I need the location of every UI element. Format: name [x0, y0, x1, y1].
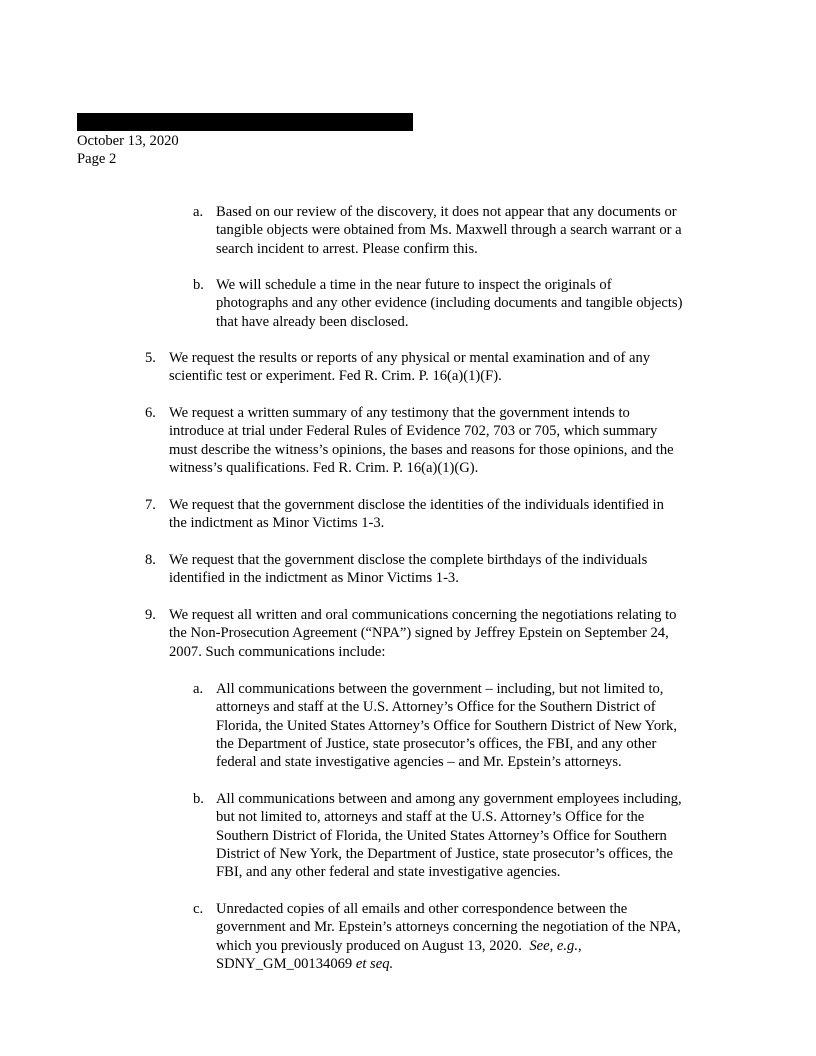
text-line: identified in the indictment as Minor Victims 1-3. — [169, 570, 459, 587]
list-marker: b. — [193, 791, 204, 807]
list-item-text — [216, 680, 677, 771]
text-line: search incident to arrest. Please confirm this. — [216, 240, 478, 257]
list-marker: 6. — [145, 405, 156, 421]
text-line: the indictment as Minor Victims 1-3. — [169, 515, 385, 532]
list-marker: a. — [193, 681, 204, 697]
list-item-text — [169, 349, 650, 386]
text-line: that have already been disclosed. — [216, 313, 409, 330]
text-line: the Department of Justice, state prosecutor’s offices, the FBI, and any other — [216, 735, 657, 752]
text-line: 2007. Such communications include: — [169, 643, 386, 660]
text-line: federal and state investigative agencies – and Mr. Epstein’s attorneys. — [216, 754, 622, 771]
text-line: Unredacted copies of all emails and other correspondence between the — [216, 901, 628, 917]
text-line: attorneys and staff at the U.S. Attorney’s Office for the Southern District of — [216, 699, 656, 716]
text-line: introduce at trial under Federal Rules of Evidence 702, 703 or 705, which summary — [169, 423, 658, 440]
redaction-bar — [77, 113, 413, 131]
page-number: Page 2 — [77, 151, 117, 167]
text-line: All communications between the government – including, but not limited to, — [216, 681, 664, 697]
list-item-text — [216, 276, 682, 331]
text-line: the Non-Prosecution Agreement (“NPA”) signed by Jeffrey Epstein on September 24, — [169, 625, 669, 642]
text-line: We request all written and oral communications concerning the negotiations relating to — [169, 607, 677, 623]
list-item-text — [169, 404, 674, 477]
list-item-text — [169, 606, 676, 661]
list-item-text — [169, 551, 647, 588]
text-line: District of New York, the Department of Justice, state prosecutor’s offices, the — [216, 845, 674, 862]
text-line: tangible objects were obtained from Ms. Maxwell through a search warrant or a — [216, 222, 682, 239]
citation-signal: et seq. — [355, 955, 394, 972]
text-line: witness’s qualifications. Fed R. Crim. P. 16(a)(1)(G). — [169, 459, 479, 476]
text-line: Based on our review of the discovery, it does not appear that any documents or — [216, 204, 677, 220]
list-marker: 9. — [145, 607, 156, 623]
text-line: We request a written summary of any testimony that the government intends to — [169, 405, 630, 421]
text-line — [216, 955, 681, 973]
list-marker: a. — [193, 204, 204, 220]
text-line: photographs and any other evidence (including documents and tangible objects) — [216, 295, 683, 312]
list-item-text — [216, 790, 682, 881]
citation-signal: See, e.g., — [529, 937, 582, 954]
text-line: We request that the government disclose the identities of the individuals identified in — [169, 497, 664, 513]
text-line: but not limited to, attorneys and staff at the U.S. Attorney’s Office for the — [216, 809, 645, 826]
letter-date: October 13, 2020 — [77, 133, 179, 149]
text-line: All communications between and among any government employees including, — [216, 791, 682, 807]
text-line: government and Mr. Epstein’s attorneys concerning the negotiation of the NPA, — [216, 919, 681, 936]
list-marker: 8. — [145, 552, 156, 568]
text-line: We request that the government disclose the complete birthdays of the individuals — [169, 552, 648, 568]
text-line: Florida, the United States Attorney’s Office for Southern District of New York, — [216, 717, 677, 734]
list-item-text — [216, 900, 681, 973]
text-line: We will schedule a time in the near future to inspect the originals of — [216, 277, 612, 293]
list-marker: b. — [193, 277, 204, 293]
text-segment: which you previously produced on August 13, 2020. — [216, 937, 530, 954]
text-line: scientific test or experiment. Fed R. Crim. P. 16(a)(1)(F). — [169, 368, 502, 385]
text-line: Southern District of Florida, the United States Attorney’s Office for Southern — [216, 827, 667, 844]
list-marker: 7. — [145, 497, 156, 513]
bates-number: SDNY_GM_00134069 — [216, 955, 356, 972]
text-line: must describe the witness’s opinions, the bases and reasons for those opinions, and the — [169, 441, 674, 458]
text-line: FBI, and any other federal and state investigative agencies. — [216, 864, 561, 881]
list-marker: c. — [193, 901, 204, 917]
list-item-text — [216, 203, 682, 258]
list-item-text — [169, 496, 664, 533]
text-line: We request the results or reports of any physical or mental examination and of any — [169, 350, 651, 366]
list-marker: 5. — [145, 350, 156, 366]
text-line — [216, 937, 681, 955]
